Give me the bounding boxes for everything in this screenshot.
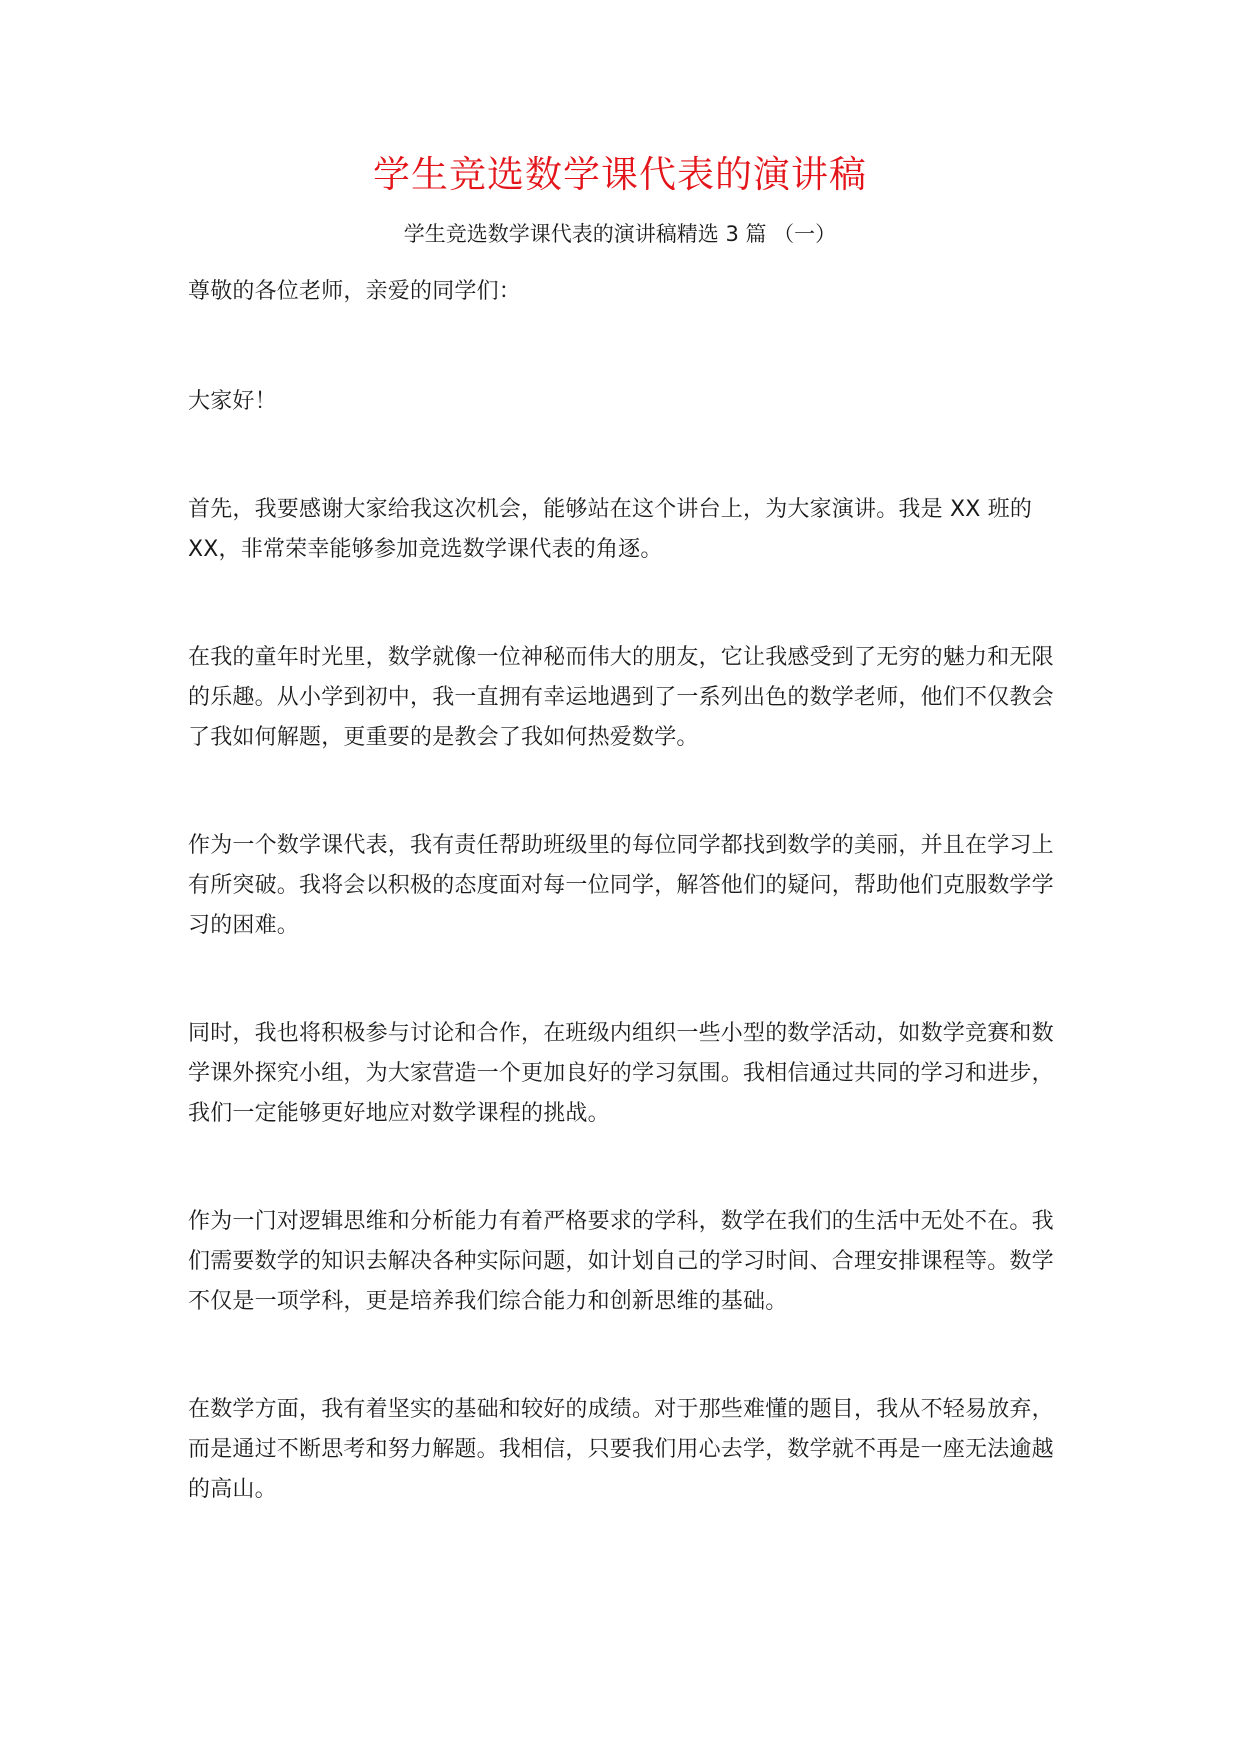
greeting-line: 尊敬的各位老师，亲爱的同学们： — [188, 279, 522, 304]
paragraph-activities: 同时，我也将积极参与讨论和合作，在班级内组织一些小型的数学活动，如数学竞赛和数学课外探究小组，为大家营造一个更加良好的学习氛围。我相信通过共同的学习和进步，我们一定能够更好地应对数学课程的挑战。 — [188, 1021, 1054, 1126]
paragraph-childhood: 在我的童年时光里，数学就像一位神秘而伟大的朋友，它让我感受到了无穷的魅力和无限的乐趣。从小学到初中，我一直拥有幸运地遇到了一系列出色的数学老师，他们不仅教会了我如何解题，更重要的是教会了我如何热爱数学。 — [188, 645, 1054, 750]
paragraph-intro: 首先，我要感谢大家给我这次机会，能够站在这个讲台上，为大家演讲。我是 XX 班的 XX，非常荣幸能够参加竞选数学课代表的角逐。 — [188, 497, 1033, 562]
paragraph-foundation: 在数学方面，我有着坚实的基础和较好的成绩。对于那些难懂的题目，我从不轻易放弃，而是通过不断思考和努力解题。我相信，只要我们用心去学，数学就不再是一座无法逾越的高山。 — [188, 1397, 1054, 1502]
hello-line: 大家好！ — [188, 389, 277, 414]
document-subtitle: 学生竞选数学课代表的演讲稿精选 3 篇 （一） — [403, 222, 837, 246]
paragraph-responsibility: 作为一个数学课代表，我有责任帮助班级里的每位同学都找到数学的美丽，并且在学习上有所突破。我将会以积极的态度面对每一位同学，解答他们的疑问，帮助他们克服数学学习的困难。 — [188, 833, 1054, 938]
paragraph-importance: 作为一门对逻辑思维和分析能力有着严格要求的学科，数学在我们的生活中无处不在。我们需要数学的知识去解决各种实际问题，如计划自己的学习时间、合理安排课程等。数学不仅是一项学科，更是培养我们综合能力和创新思维的基础。 — [188, 1209, 1054, 1314]
document-title: 学生竞选数学课代表的演讲稿 — [373, 153, 867, 196]
